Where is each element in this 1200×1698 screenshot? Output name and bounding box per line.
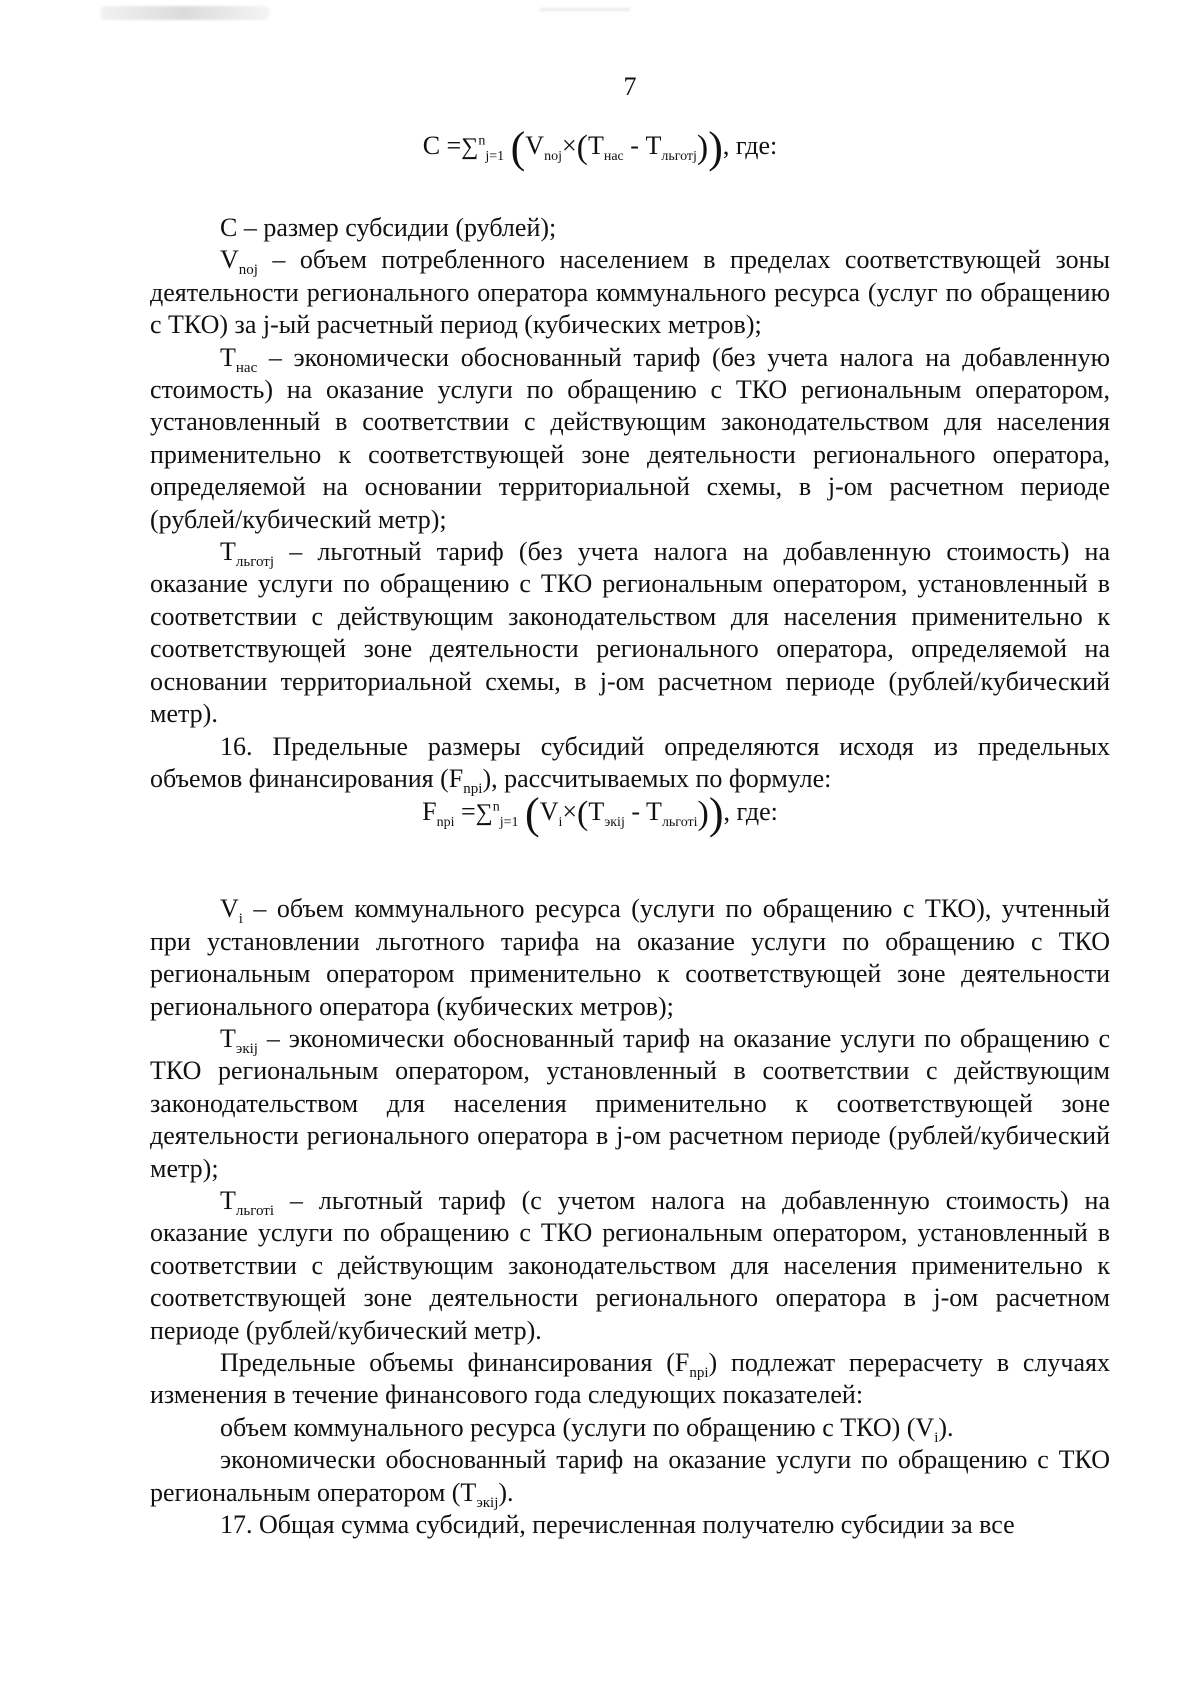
- clause-17: 17. Общая сумма субсидий, перечисленная получателю субсидии за все: [220, 1510, 1015, 1540]
- document-body: [150, 212, 1110, 1541]
- outer-right-paren: ): [708, 789, 724, 838]
- page-number: 7: [623, 72, 637, 101]
- recalculation-item-tariff: экономически обоснованный тариф на оказание услуги по обращению с ТКО региональным оператором $(T_{экij})$.: [150, 1445, 1110, 1511]
- inner-right-paren: ): [697, 795, 709, 832]
- outer-right-paren: ): [708, 123, 723, 172]
- sum-upper-limit: n: [492, 799, 500, 815]
- outer-left-paren: (: [510, 123, 526, 172]
- minus-sign: -: [624, 797, 647, 826]
- definition-v-i: $V_i$ – объем коммунального ресурса (услуги по обращению с ТКО), учтенный при установлении льготного тарифа на оказание услуги по обращению с ТКО региональным оператором применительно к соответствующей зоне деятельности регионального оператора (кубических метров);: [150, 894, 1110, 1021]
- volume-symbol: V: [525, 131, 545, 160]
- times-sign: ×: [562, 797, 578, 826]
- sum-symbol: ∑: [461, 134, 479, 160]
- volume-subscript: noj: [544, 149, 562, 165]
- formula-equals: =: [460, 797, 476, 826]
- benefit-tariff-subscript: льготi: [661, 815, 698, 831]
- sum-lower-limit: j=1: [485, 149, 505, 165]
- times-sign: ×: [561, 131, 577, 160]
- volume-subscript: i: [558, 815, 563, 831]
- inner-left-paren: (: [576, 129, 588, 166]
- outer-left-paren: (: [525, 789, 540, 838]
- definition-t-nas: $T_{нас}$ – экономически обоснованный тариф (без учета налога на добавленную стоимость) на оказание услуги по обращению с ТКО региональным оператором, установленный в соответствии с действующим законодательством для населения применительно к соответствующей зоне деятельности регионального оператора, определяемой на основании территориальной схемы, в j-ом расчетном периоде (рублей/кубический метр);: [150, 342, 1110, 534]
- benefit-tariff-symbol: T: [646, 797, 662, 826]
- sum-symbol: ∑: [475, 800, 493, 826]
- formula-suffix: , где:: [722, 131, 778, 160]
- tariff-subscript: нас: [603, 149, 624, 165]
- volume-symbol: V: [539, 797, 559, 826]
- recalculation-item-volume: объем коммунального ресурса (услуги по обращению с ТКО) $(V_i)$.: [220, 1412, 954, 1446]
- clause-16: 16. Предельные размеры субсидий определяются исходя из предельных объемов финансирования $(F_{npi})$, рассчитываемых по формуле:: [150, 731, 1110, 798]
- definition-t-lgot-i: $T_{льготi}$ – льготный тариф (с учетом налога на добавленную стоимость) на оказание услуги по обращению с ТКО региональным оператором, установленный в соответствии с действующим законодательством для населения применительно к соответствующей зоне деятельности регионального оператора в j-ом расчетном периоде (рублей/кубический метр).: [150, 1185, 1110, 1345]
- formula-lhs-subscript: npi: [436, 815, 455, 831]
- formula-lhs: C: [422, 131, 441, 160]
- formula-suffix: , где:: [723, 797, 778, 826]
- definition-c: С – размер субсидии (рублей);: [220, 213, 557, 242]
- benefit-tariff-subscript: льготj: [661, 149, 697, 165]
- inner-left-paren: (: [577, 795, 589, 832]
- sum-lower-limit: j=1: [499, 815, 519, 831]
- sum-upper-limit: n: [478, 133, 486, 149]
- minus-sign: -: [623, 131, 646, 160]
- inner-right-paren: ): [696, 129, 709, 166]
- scan-smudge: [540, 8, 630, 11]
- benefit-tariff-symbol: T: [645, 131, 662, 160]
- scan-smudge: [100, 6, 270, 20]
- subsidy-formula: [0, 123, 1200, 172]
- recalculation-paragraph: Предельные объемы финансирования $(F_{npi})$ подлежат перерасчету в случаях изменения в течение финансового года следующих показателей:: [150, 1348, 1110, 1410]
- tariff-subscript: экij: [604, 815, 625, 831]
- definition-v-noj: $V_{noj}$ – объем потребленного населением в пределах соответствующей зоны деятельности регионального оператора коммунального ресурса (услуг по обращению с ТКО) за j-ый расчетный период (кубических метров);: [150, 245, 1110, 340]
- funding-limit-formula: [0, 789, 1200, 838]
- formula-equals: =: [446, 131, 462, 160]
- formula-lhs: F: [422, 797, 437, 826]
- definition-t-lgot-j: $T_{льготj}$ – льготный тариф (без учета налога на добавленную стоимость) на оказание услуги по обращению с ТКО региональным оператором, установленный в соответствии с действующим законодательством для населения применительно к соответствующей зоне деятельности регионального оператора, определяемой на основании территориальной схемы, в j-ом расчетном периоде (рублей/кубический метр).: [150, 537, 1110, 729]
- definition-t-ek-ij: $T_{экij}$ – экономически обоснованный тариф на оказание услуги по обращению с ТКО региональным оператором, установленный в соответствии с действующим законодательством для населения применительно к соответствующей зоне деятельности регионального оператора в j-ом расчетном периоде (рублей/кубический метр);: [150, 1023, 1110, 1183]
- tariff-symbol: T: [587, 131, 604, 160]
- tariff-symbol: T: [588, 797, 605, 826]
